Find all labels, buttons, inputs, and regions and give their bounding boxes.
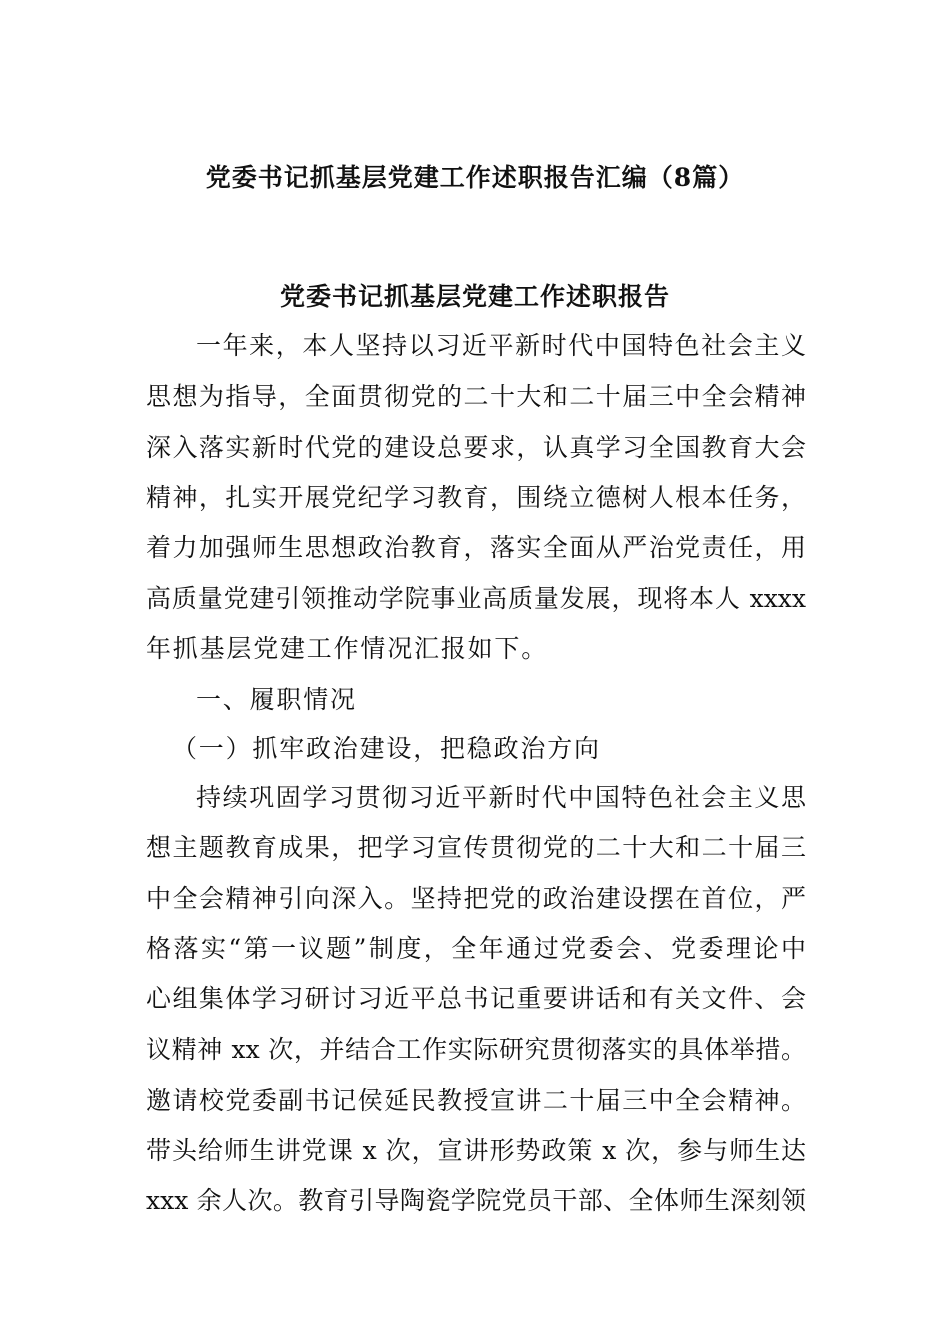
paragraph-line: xxx 余人次。教育引导陶瓷学院党员干部、全体师生深刻领: [146, 1186, 806, 1215]
section-title: 党委书记抓基层党建工作述职报告: [279, 282, 670, 311]
paragraph-line: 精神，扎实开展党纪学习教育，围绕立德树人根本任务，: [146, 483, 806, 512]
document-title: 党委书记抓基层党建工作述职报告汇编（8篇）: [205, 163, 745, 192]
paragraph-line: 心组集体学习研讨习近平总书记重要讲话和有关文件、会: [146, 984, 806, 1013]
paragraph-line: 着力加强师生思想政治教育，落实全面从严治党责任，用: [146, 533, 806, 562]
paragraph-line: 想主题教育成果，把学习宣传贯彻党的二十大和二十届三: [146, 833, 806, 862]
paragraph-line: 高质量党建引领推动学院事业高质量发展，现将本人 xxxx: [146, 584, 806, 613]
paragraph-line: 邀请校党委副书记侯延民教授宣讲二十届三中全会精神。: [146, 1086, 806, 1115]
paragraph-line: 带头给师生讲党课 x 次，宣讲形势政策 x 次，参与师生达: [146, 1136, 806, 1165]
paragraph-line: 格落实“第一议题”制度，全年通过党委会、党委理论中: [146, 934, 806, 963]
subsection-heading: （一）抓牢政治建设，把稳政治方向: [172, 734, 601, 763]
paragraph-line: 年抓基层党建工作情况汇报如下。: [146, 634, 549, 663]
section-heading: 一、履职情况: [196, 685, 357, 714]
paragraph-line: 一年来，本人坚持以习近平新时代中国特色社会主义: [196, 331, 806, 360]
paragraph-line: 中全会精神引向深入。坚持把党的政治建设摆在首位，严: [146, 884, 806, 913]
paragraph-line: 思想为指导，全面贯彻党的二十大和二十届三中全会精神: [146, 382, 806, 411]
paragraph-line: 持续巩固学习贯彻习近平新时代中国特色社会主义思: [196, 783, 806, 812]
paragraph-line: 议精神 xx 次，并结合工作实际研究贯彻落实的具体举措。: [146, 1035, 806, 1064]
paragraph-line: 深入落实新时代党的建设总要求，认真学习全国教育大会: [146, 433, 806, 462]
